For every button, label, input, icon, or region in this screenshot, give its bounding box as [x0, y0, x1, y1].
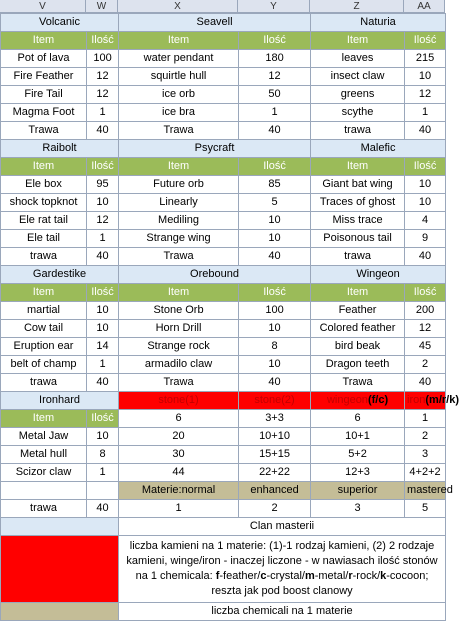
column-header-z[interactable]: Z — [310, 0, 404, 13]
table-row — [1, 356, 446, 374]
qty-cell[interactable]: 40 — [405, 122, 446, 140]
ironhard-cell[interactable]: Metal Jaw — [1, 428, 87, 446]
item-cell[interactable]: Eruption ear — [1, 338, 87, 356]
qty-cell[interactable]: 10 — [239, 356, 311, 374]
ironhard-cell[interactable]: 2 — [405, 428, 446, 446]
qty-cell[interactable]: 40 — [239, 248, 311, 266]
item-cell[interactable]: Miss trace — [311, 212, 405, 230]
ironhard-cell[interactable]: 15+15 — [239, 446, 311, 464]
item-cell[interactable]: trawa — [1, 248, 87, 266]
item-header[interactable]: Item — [311, 158, 405, 176]
qty-cell[interactable]: 12 — [87, 68, 119, 86]
ironhard-cell[interactable]: 10+10 — [239, 428, 311, 446]
table-row — [1, 338, 446, 356]
item-cell[interactable]: Mediling — [119, 212, 239, 230]
item-cell[interactable]: Feather — [311, 302, 405, 320]
item-cell[interactable]: ice orb — [119, 86, 239, 104]
item-header[interactable]: Item — [311, 32, 405, 50]
item-cell[interactable]: bird beak — [311, 338, 405, 356]
tier-enhanced[interactable]: enhanced — [239, 482, 311, 500]
ironhard-cell[interactable]: 6 — [311, 410, 405, 428]
table-row — [1, 194, 446, 212]
qty-cell[interactable]: 10 — [405, 68, 446, 86]
group-title[interactable]: Gardestike — [1, 266, 119, 284]
item-cell[interactable]: Ele tail — [1, 230, 87, 248]
item-cell[interactable]: ice bra — [119, 104, 239, 122]
ironhard-cell[interactable]: 22+22 — [239, 464, 311, 482]
qty-cell[interactable]: 180 — [239, 50, 311, 68]
column-header-aa[interactable]: AA — [404, 0, 445, 13]
qty-cell[interactable]: 200 — [405, 302, 446, 320]
item-cell[interactable]: Fire Tail — [1, 86, 87, 104]
item-cell[interactable]: Fire Feather — [1, 68, 87, 86]
table-row — [1, 320, 446, 338]
red-swatch[interactable] — [1, 536, 119, 603]
ironhard-cell[interactable]: 4+2+2 — [405, 464, 446, 482]
item-cell[interactable]: greens — [311, 86, 405, 104]
item-cell[interactable]: belt of champ — [1, 356, 87, 374]
table-row — [1, 50, 446, 68]
table-row — [1, 248, 446, 266]
qty-cell[interactable]: 12 — [87, 212, 119, 230]
item-cell[interactable]: squirtle hull — [119, 68, 239, 86]
ironhard-cell[interactable]: 44 — [119, 464, 239, 482]
cell[interactable] — [1, 482, 87, 500]
qty-cell[interactable]: 40 — [239, 374, 311, 392]
qty-cell[interactable]: 10 — [405, 176, 446, 194]
qty-cell[interactable]: 85 — [239, 176, 311, 194]
table-row — [1, 302, 446, 320]
group-title[interactable]: Seavell — [119, 14, 311, 32]
item-cell[interactable]: Linearly — [119, 194, 239, 212]
table-row — [1, 86, 446, 104]
qty-header[interactable]: Ilość — [239, 32, 311, 50]
qty-cell[interactable]: 40 — [405, 374, 446, 392]
item-cell[interactable]: Strange rock — [119, 338, 239, 356]
table-row — [1, 122, 446, 140]
qty-cell[interactable]: 215 — [405, 50, 446, 68]
qty-cell[interactable]: 40 — [87, 374, 119, 392]
qty-cell[interactable]: 2 — [405, 356, 446, 374]
tier-mastered[interactable]: mastered — [405, 482, 446, 500]
ironhard-cell[interactable]: 20 — [119, 428, 239, 446]
qty-cell[interactable]: 1 — [239, 104, 311, 122]
qty-cell[interactable]: 100 — [239, 302, 311, 320]
qty-cell[interactable]: 40 — [239, 122, 311, 140]
ironhard-cell[interactable]: Metal hull — [1, 446, 87, 464]
item-cell[interactable]: Ele rat tail — [1, 212, 87, 230]
table-row — [1, 68, 446, 86]
column-header-y[interactable]: Y — [238, 0, 310, 13]
ironhard-cell[interactable]: Scizor claw — [1, 464, 87, 482]
qty-header[interactable]: Ilość — [239, 158, 311, 176]
group-title[interactable]: Orebound — [119, 266, 311, 284]
qty-cell[interactable]: 95 — [87, 176, 119, 194]
item-cell[interactable]: trawa — [1, 374, 87, 392]
red-header-stone1[interactable]: stone(1) — [119, 392, 239, 410]
item-cell[interactable]: Trawa — [1, 122, 87, 140]
trawa-normal[interactable]: 1 — [119, 500, 239, 518]
cell[interactable] — [1, 518, 119, 536]
group-title[interactable]: Raibolt — [1, 140, 119, 158]
item-cell[interactable]: scythe — [311, 104, 405, 122]
qty-header[interactable]: Ilość — [405, 32, 446, 50]
item-cell[interactable]: insect claw — [311, 68, 405, 86]
tier-normal[interactable]: Materie:normal — [119, 482, 239, 500]
item-cell[interactable]: shock topknot — [1, 194, 87, 212]
qty-header[interactable]: Ilość — [405, 158, 446, 176]
red-header-iron[interactable]: iron(m/r/k) — [405, 392, 446, 410]
qty-cell[interactable]: 10 — [87, 302, 119, 320]
item-cell[interactable]: trawa — [311, 248, 405, 266]
chemical-note[interactable]: liczba chemicali na 1 materie — [119, 603, 446, 621]
trawa-mastered[interactable]: 5 — [405, 500, 446, 518]
table-row — [1, 428, 446, 446]
group-title[interactable]: Psycraft — [119, 140, 311, 158]
ironhard-cell[interactable]: 1 — [87, 464, 119, 482]
ironhard-cell[interactable]: 8 — [87, 446, 119, 464]
item-cell[interactable]: Future orb — [119, 176, 239, 194]
qty-header[interactable]: Ilość — [87, 32, 119, 50]
qty-cell[interactable]: 1 — [87, 104, 119, 122]
qty-cell[interactable]: 40 — [87, 122, 119, 140]
ironhard-section — [1, 392, 459, 410]
qty-cell[interactable]: 9 — [405, 230, 446, 248]
qty-header[interactable]: Ilość — [87, 284, 119, 302]
item-cell[interactable]: Stone Orb — [119, 302, 239, 320]
ironhard-cell[interactable]: 3+3 — [239, 410, 311, 428]
qty-cell[interactable]: 1 — [87, 356, 119, 374]
trawa-enhanced[interactable]: 2 — [239, 500, 311, 518]
qty-cell[interactable]: 10 — [239, 230, 311, 248]
data-grid — [0, 13, 459, 621]
qty-cell[interactable]: 5 — [239, 194, 311, 212]
item-cell[interactable]: Trawa — [311, 374, 405, 392]
item-cell[interactable]: Ele box — [1, 176, 87, 194]
trawa-item[interactable]: trawa — [1, 500, 87, 518]
qty-cell[interactable]: 40 — [405, 248, 446, 266]
item-cell[interactable]: Trawa — [119, 374, 239, 392]
ironhard-cell[interactable]: 1 — [405, 410, 446, 428]
column-header-x[interactable]: X — [118, 0, 238, 13]
table-row — [1, 410, 446, 428]
item-header[interactable]: Item — [119, 32, 239, 50]
item-cell[interactable]: Dragon teeth — [311, 356, 405, 374]
table-row — [1, 464, 446, 482]
clan-title[interactable]: Clan masterii — [119, 518, 446, 536]
group-title[interactable]: Malefic — [311, 140, 446, 158]
table-row — [1, 446, 446, 464]
ironhard-cell[interactable]: 10 — [87, 428, 119, 446]
item-cell[interactable]: martial — [1, 302, 87, 320]
qty-cell[interactable]: 10 — [239, 320, 311, 338]
tier-superior[interactable]: superior — [311, 482, 405, 500]
qty-cell[interactable]: 12 — [239, 68, 311, 86]
item-cell[interactable]: armadilo claw — [119, 356, 239, 374]
qty-header[interactable]: Ilość — [239, 284, 311, 302]
qty-cell[interactable]: 40 — [87, 248, 119, 266]
item-cell[interactable]: trawa — [311, 122, 405, 140]
qty-cell[interactable]: 50 — [239, 86, 311, 104]
table-row — [1, 176, 446, 194]
group-title[interactable]: Naturia — [311, 14, 446, 32]
qty-header[interactable]: Ilość — [405, 284, 446, 302]
item-cell[interactable]: Colored feather — [311, 320, 405, 338]
ironhard-cell[interactable]: 12+3 — [311, 464, 405, 482]
qty-cell[interactable]: 4 — [405, 212, 446, 230]
item-cell[interactable]: Pot of lava — [1, 50, 87, 68]
cell[interactable] — [87, 482, 119, 500]
group-title[interactable]: Volcanic — [1, 14, 119, 32]
qty-cell[interactable]: 45 — [405, 338, 446, 356]
table-row — [1, 230, 446, 248]
tier-section — [1, 482, 453, 621]
item-cell[interactable]: water pendant — [119, 50, 239, 68]
item-cell[interactable]: Traces of ghost — [311, 194, 405, 212]
item-cell[interactable]: Magma Foot — [1, 104, 87, 122]
item-cell[interactable]: Cow tail — [1, 320, 87, 338]
item-blocks — [1, 14, 446, 392]
ironhard-cell[interactable]: Ilość — [87, 410, 119, 428]
ironhard-title[interactable]: Ironhard — [1, 392, 119, 410]
item-header[interactable]: Item — [1, 32, 87, 50]
qty-cell[interactable]: 10 — [405, 194, 446, 212]
qty-cell[interactable]: 12 — [87, 86, 119, 104]
qty-cell[interactable]: 12 — [405, 86, 446, 104]
ironhard-cell[interactable]: 6 — [119, 410, 239, 428]
item-cell[interactable]: Strange wing — [119, 230, 239, 248]
trawa-superior[interactable]: 3 — [311, 500, 405, 518]
qty-cell[interactable]: 10 — [239, 212, 311, 230]
qty-cell[interactable]: 12 — [405, 320, 446, 338]
ironhard-cell[interactable]: 3 — [405, 446, 446, 464]
item-cell[interactable]: leaves — [311, 50, 405, 68]
item-cell[interactable]: Poisonous tail — [311, 230, 405, 248]
ironhard-cell[interactable]: Item — [1, 410, 87, 428]
ironhard-rows — [1, 410, 446, 482]
red-header-wingeon[interactable]: wingeon(f/c) — [311, 392, 405, 410]
item-cell[interactable]: Horn Drill — [119, 320, 239, 338]
qty-cell[interactable]: 14 — [87, 338, 119, 356]
item-header[interactable]: Item — [1, 158, 87, 176]
ironhard-cell[interactable]: 10+1 — [311, 428, 405, 446]
qty-header[interactable]: Ilość — [87, 158, 119, 176]
qty-cell[interactable]: 10 — [87, 320, 119, 338]
clan-description[interactable]: liczba kamieni na 1 materie: (1)-1 rodzaj kamieni, (2) 2 rodzaje kamieni, winge/iron - inaczej liczone - w nawiasach ilość stonów na 1 chemicala: f-feather/c-crystal/m-metal/r-rock/k-cocoon; reszta jak pod boost clanowy — [119, 536, 446, 603]
table-row — [1, 104, 446, 122]
column-header-w[interactable]: W — [86, 0, 118, 13]
qty-cell[interactable]: 1 — [87, 230, 119, 248]
item-cell[interactable]: Trawa — [119, 122, 239, 140]
group-title[interactable]: Wingeon — [311, 266, 446, 284]
table-row — [1, 212, 446, 230]
ironhard-cell[interactable]: 5+2 — [311, 446, 405, 464]
trawa-qty[interactable]: 40 — [87, 500, 119, 518]
item-header[interactable]: Item — [119, 284, 239, 302]
red-header-stone2[interactable]: stone(2) — [239, 392, 311, 410]
item-header[interactable]: Item — [119, 158, 239, 176]
column-header-v[interactable]: V — [0, 0, 86, 13]
ironhard-cell[interactable]: 30 — [119, 446, 239, 464]
qty-cell[interactable]: 10 — [87, 194, 119, 212]
item-cell[interactable]: Giant bat wing — [311, 176, 405, 194]
tan-swatch[interactable] — [1, 603, 119, 621]
qty-cell[interactable]: 100 — [87, 50, 119, 68]
qty-cell[interactable]: 8 — [239, 338, 311, 356]
item-header[interactable]: Item — [311, 284, 405, 302]
table-row — [1, 374, 446, 392]
item-header[interactable]: Item — [1, 284, 87, 302]
item-cell[interactable]: Trawa — [119, 248, 239, 266]
qty-cell[interactable]: 1 — [405, 104, 446, 122]
